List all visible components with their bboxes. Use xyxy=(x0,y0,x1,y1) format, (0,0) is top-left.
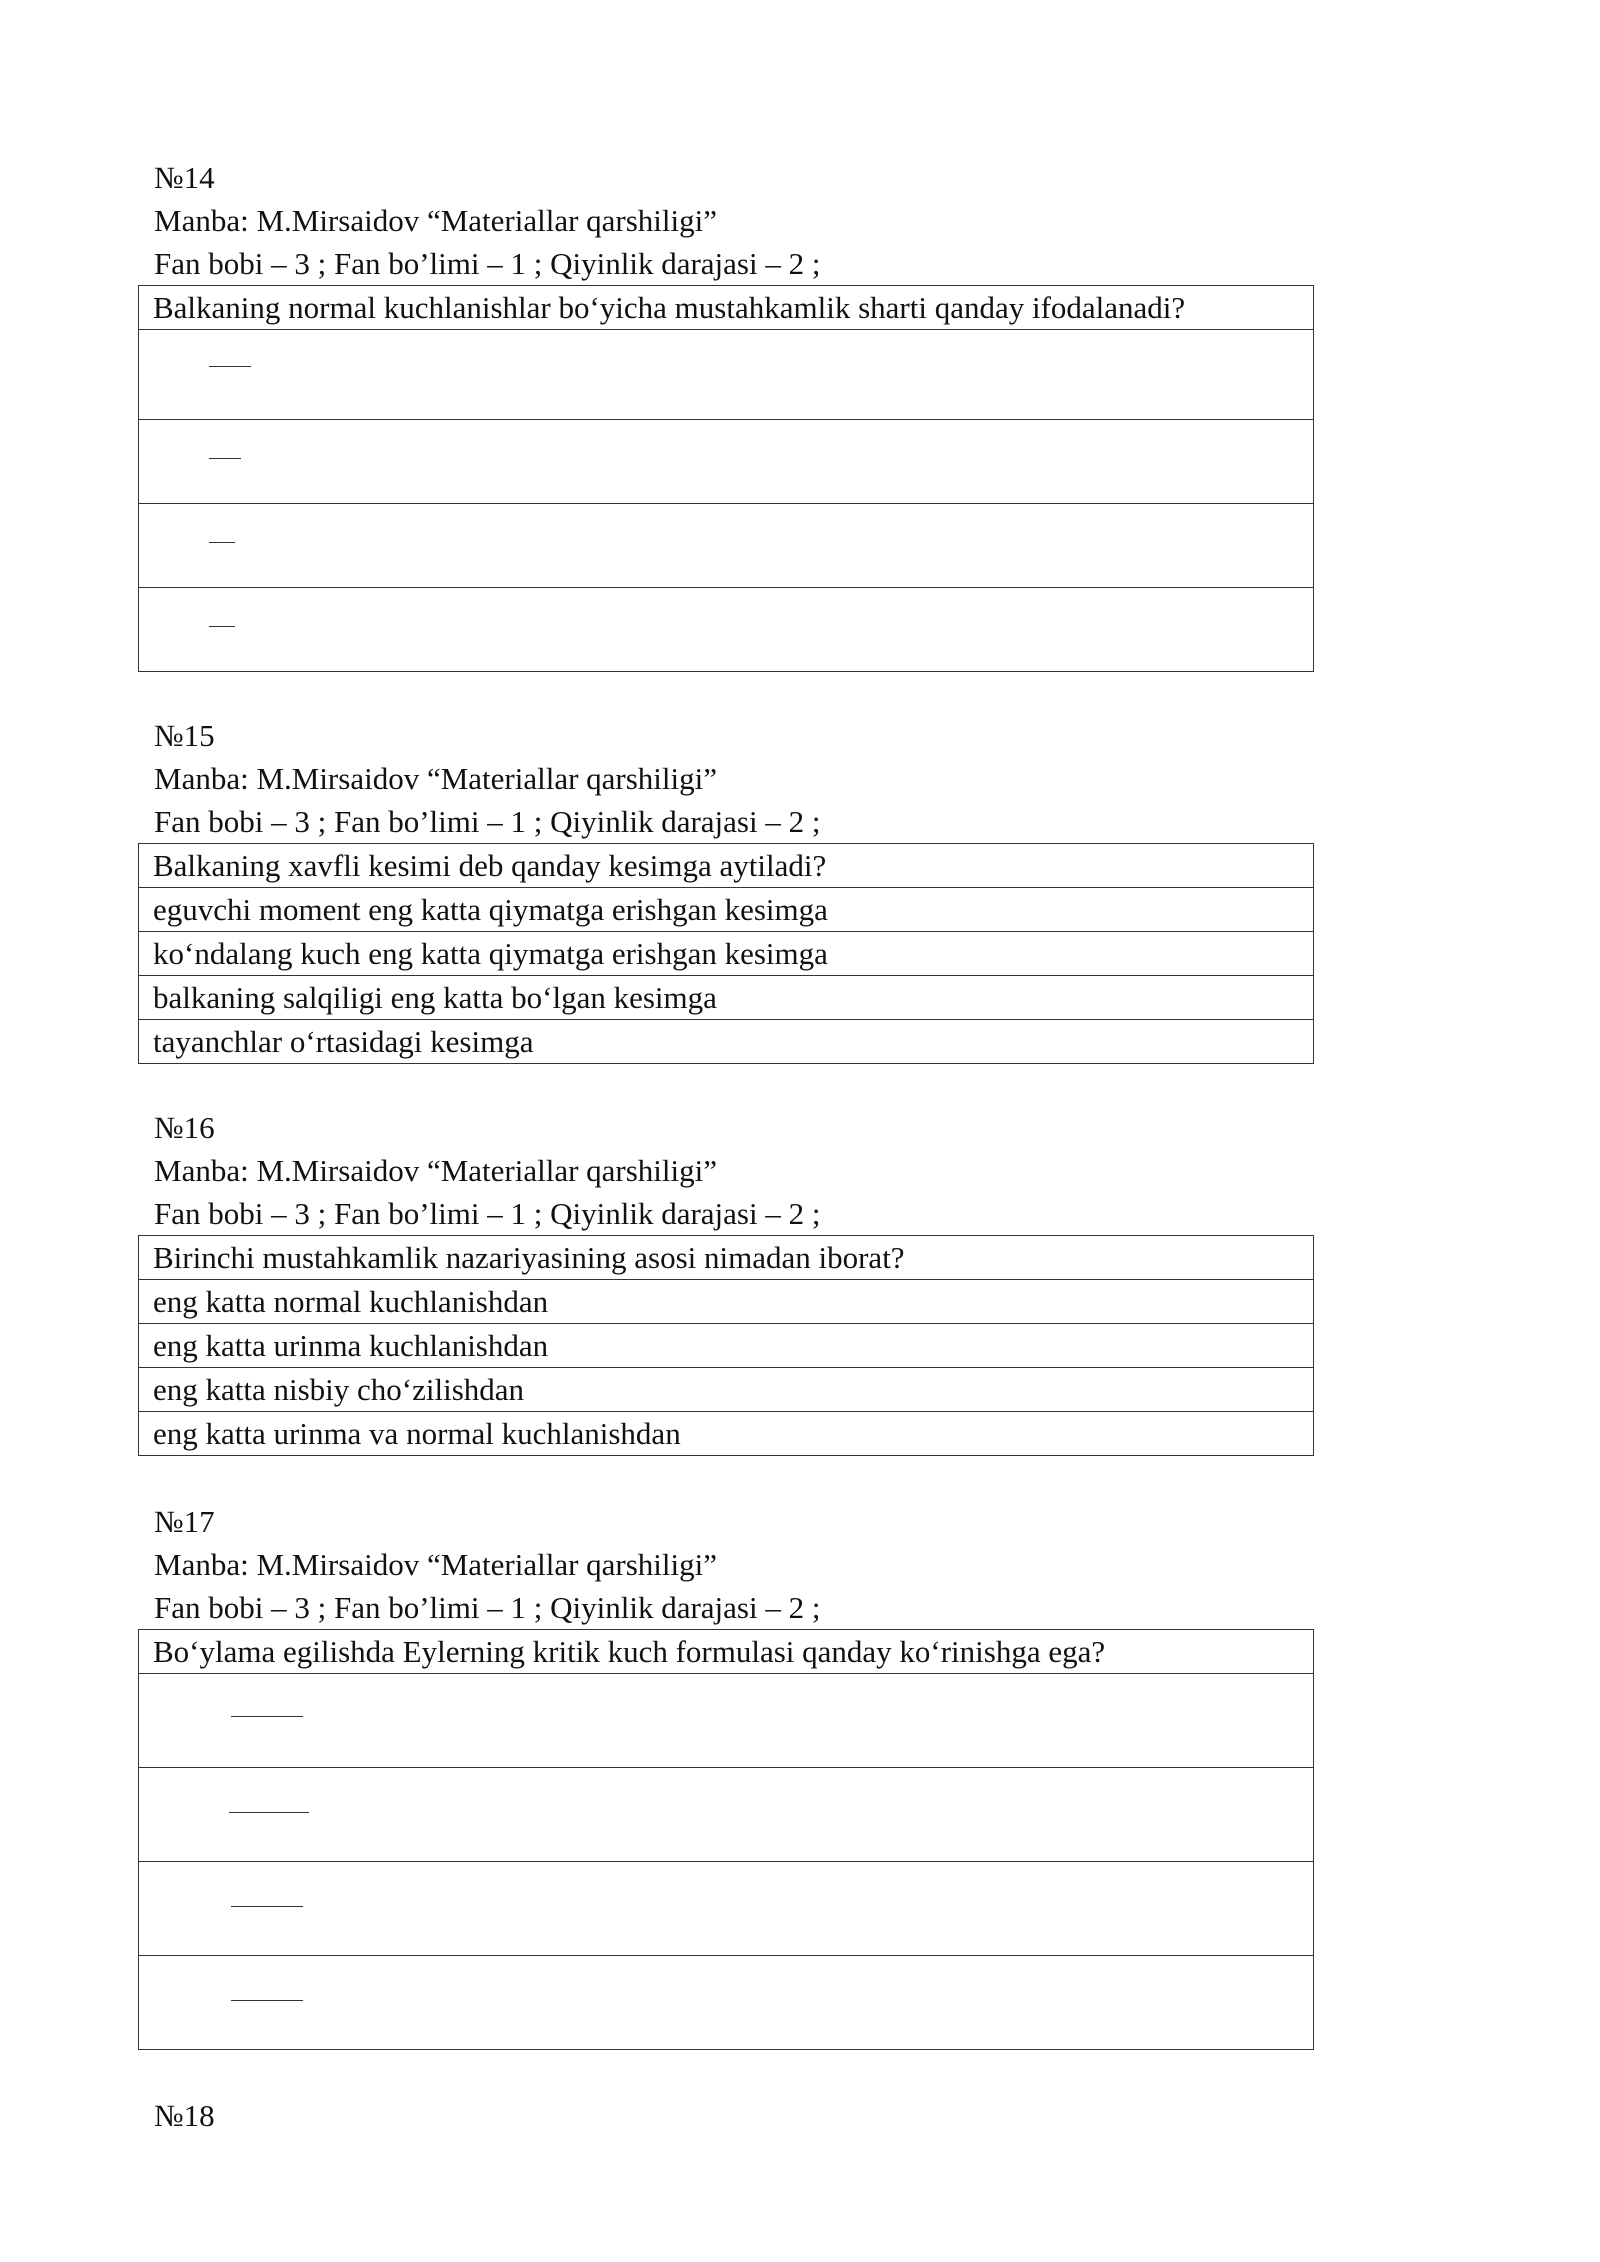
question-source: Manba: M.Mirsaidov “Materiallar qarshiligi” xyxy=(154,1547,718,1582)
fraction-bar xyxy=(231,1716,303,1717)
answer-formula-3 xyxy=(139,504,1314,588)
fraction-bar xyxy=(209,458,241,459)
answer-option: balkaning salqiligi eng katta bo‘lgan kesimga xyxy=(139,976,1314,1020)
question-table xyxy=(138,285,1314,672)
question-meta: Fan bobi – 3 ; Fan bo’limi – 1 ; Qiyinlik darajasi – 2 ; xyxy=(154,1590,821,1625)
answer-option: eng katta urinma va normal kuchlanishdan xyxy=(139,1412,1314,1456)
question-meta: Fan bobi – 3 ; Fan bo’limi – 1 ; Qiyinlik darajasi – 2 ; xyxy=(154,804,821,839)
fraction-bar xyxy=(209,366,251,367)
answer-formula-1 xyxy=(139,1674,1314,1768)
question-table xyxy=(138,843,1314,1064)
answer-formula-1 xyxy=(139,330,1314,420)
question-block-15 xyxy=(138,714,1314,1064)
answer-option: eng katta nisbiy cho‘zilishdan xyxy=(139,1368,1314,1412)
question-source: Manba: M.Mirsaidov “Materiallar qarshiligi” xyxy=(154,203,718,238)
fraction-bar xyxy=(209,542,235,543)
question-number: №16 xyxy=(154,1110,215,1145)
question-number: №18 xyxy=(154,2098,215,2133)
question-block-18 xyxy=(138,2094,215,2137)
answer-option: tayanchlar o‘rtasidagi kesimga xyxy=(139,1020,1314,1064)
answer-formula-4 xyxy=(139,588,1314,672)
answer-formula-3 xyxy=(139,1862,1314,1956)
question-block-14 xyxy=(138,156,1314,672)
question-block-17 xyxy=(138,1500,1314,2050)
answer-option: eguvchi moment eng katta qiymatga erishgan kesimga xyxy=(139,888,1314,932)
question-text: Bo‘ylama egilishda Eylerning kritik kuch formulasi qanday ko‘rinishga ega? xyxy=(139,1630,1314,1674)
question-block-16 xyxy=(138,1106,1314,1456)
fraction-bar xyxy=(209,626,235,627)
answer-option: eng katta urinma kuchlanishdan xyxy=(139,1324,1314,1368)
question-meta: Fan bobi – 3 ; Fan bo’limi – 1 ; Qiyinlik darajasi – 2 ; xyxy=(154,1196,821,1231)
question-number: №14 xyxy=(154,160,215,195)
question-text: Balkaning xavfli kesimi deb qanday kesimga aytiladi? xyxy=(139,844,1314,888)
answer-formula-4 xyxy=(139,1956,1314,2050)
question-text: Birinchi mustahkamlik nazariyasining asosi nimadan iborat? xyxy=(139,1236,1314,1280)
question-text: Balkaning normal kuchlanishlar bo‘yicha mustahkamlik sharti qanday ifodalanadi? xyxy=(139,286,1314,330)
answer-formula-2 xyxy=(139,420,1314,504)
question-source: Manba: M.Mirsaidov “Materiallar qarshiligi” xyxy=(154,1153,718,1188)
question-number: №17 xyxy=(154,1504,215,1539)
answer-option: eng katta normal kuchlanishdan xyxy=(139,1280,1314,1324)
answer-formula-2 xyxy=(139,1768,1314,1862)
question-meta: Fan bobi – 3 ; Fan bo’limi – 1 ; Qiyinlik darajasi – 2 ; xyxy=(154,246,821,281)
answer-option: ko‘ndalang kuch eng katta qiymatga erishgan kesimga xyxy=(139,932,1314,976)
fraction-bar xyxy=(231,2000,303,2001)
question-source: Manba: M.Mirsaidov “Materiallar qarshiligi” xyxy=(154,761,718,796)
fraction-bar xyxy=(229,1812,309,1813)
question-table xyxy=(138,1235,1314,1456)
fraction-bar xyxy=(231,1906,303,1907)
question-number: №15 xyxy=(154,718,215,753)
question-table xyxy=(138,1629,1314,2050)
